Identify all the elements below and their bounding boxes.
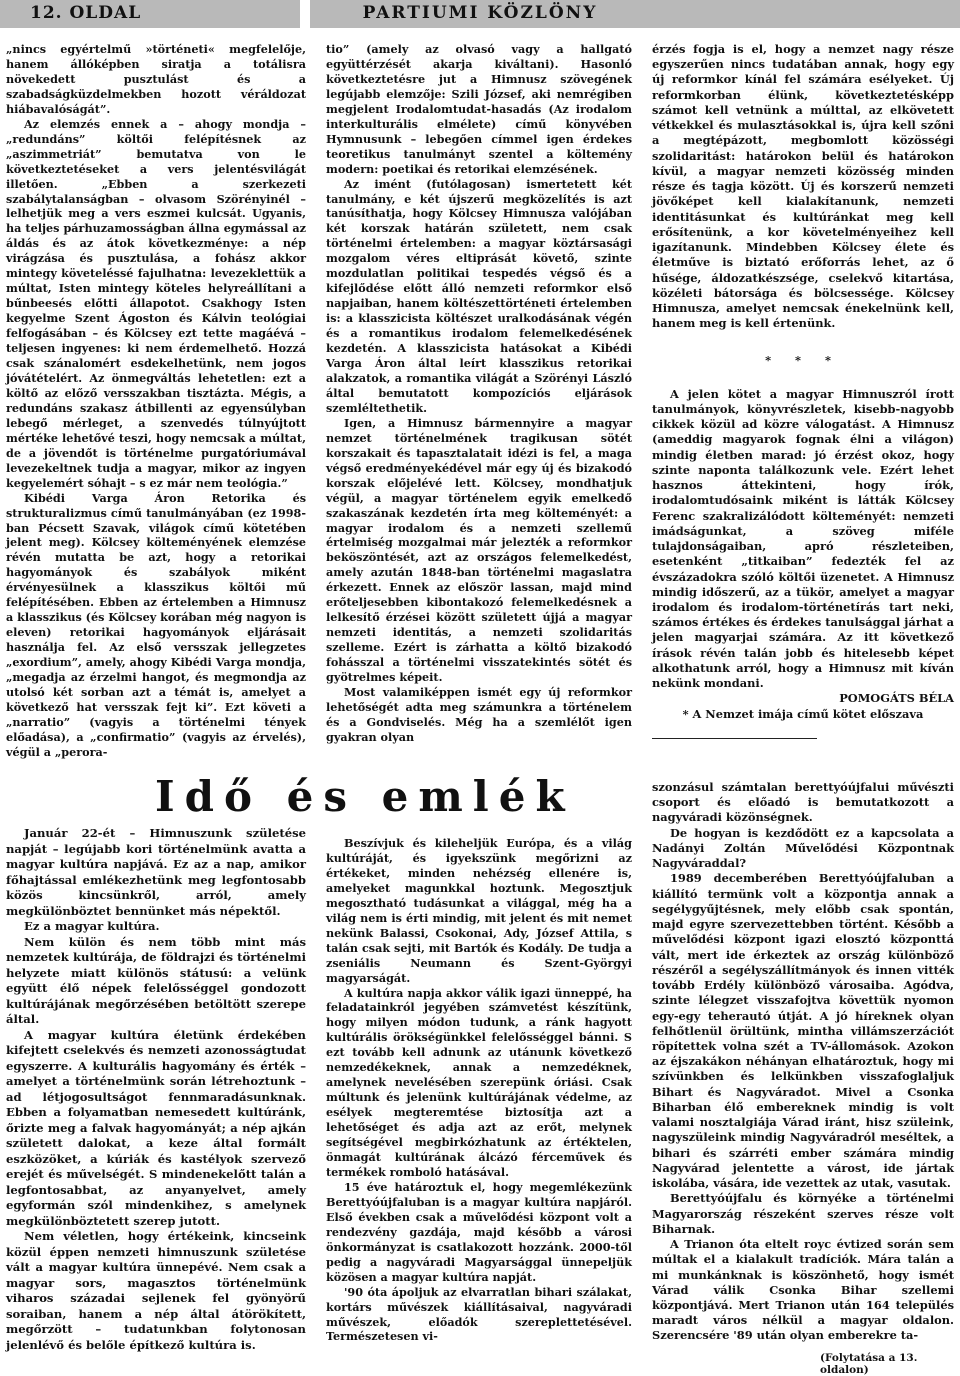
- column-divider-rule: [652, 738, 817, 739]
- bottom-article-column-3: [652, 780, 954, 1344]
- footnote: * A Nemzet imája című kötet előszava: [682, 706, 924, 721]
- page-number: 12. OLDAL: [30, 3, 142, 23]
- paragraph: Január 22-ét – Himnuszunk születése napját – legújabb kori történelmünk avatta a magyar kultúra napjává. Ez az a nap, amikor főhajtással emlékezhetünk meg legfontosabb közös kincsünkről, arról, amely megkülönböztet bennünket más népektől.: [6, 826, 306, 918]
- paragraph: 15 éve határoztuk el, hogy megemlékezünk Berettyóújfaluban is a magyar kultúra napjáról. Első években csak a művelődési központ volt a rendezvény gazdája, majd később a városi önkormányzat is csatlakozott hozzánk. 2000-től pedig a nagyváradi Magyarsággal ünnepeljük közösen a magyar kultúra napját.: [326, 1179, 632, 1284]
- paragraph: Az imént (futólagosan) ismertetett két tanulmány, e két újszerű megközelítés is azt tanúsíthatja, hogy Kölcsey Himnusza valójában két korszak határán született, nem csak történelmi értelemben: a magyar köztársasági mozgalom véres eltiprását követő, szinte mozdulatlan politikai tespedés végső és a kifejlődése előtt álló nemzeti reformkor első napjaiban, hanem költészettörténeti értelemben is: a klasszicista költészet uralkodásának végén és a romantikus irodalom felemelkedésének kezdetén. A klasszicista hatásokat a Kibédi Varga Áron által leírt klasszikus retorikai alakzatok, a romantika világát a Szörényi László által bemutatott kompozíciós eljárások szemléltethetik.: [326, 176, 632, 415]
- section-separator: * * *: [765, 353, 841, 368]
- top-article-column-2: [326, 42, 632, 745]
- paragraph: A kultúra napja akkor válik igazi ünneppé, ha feladatainkról jegyében számvetést készítünk, hogy milyen módon tudunk, a ránk hagyott kultúrális örökségünkkel felelősséggel bánni. S ezt tovább kell adnunk az utánunk következő nemzedékeknek, annak a nemzedéknek, amelynek nevelésében szerepünk óriási. Csak múltunk és jelenünk kultúrájának védelme, az esélyek megteremtése biztosítja azt a lehetőséget és adja azt az erőt, melynek segítségével megbirkózhatunk az értéktelen, önmagát kultúrának álcázó férceművek és termékek romboló hatásával.: [326, 985, 632, 1179]
- paragraph: 1989 decemberében Berettyóújfaluban a kiállító termünk volt a központja annak a segélygyűjtésnek, mely előbb csak spontán, majd egyre szervezettebben történt. Később a művelődési központ igazi elosztó központtá vált, mert ide érkeztek az ország különböző részéről a segélyszállítmányok és innen vitték tovább Erdély különböző városaiba. Agódva, szinte lélegzet visszafojtva követtük nyomon egy-egy teherautó útját. A jó híreknek olyan felhőtlenül örültünk, mintha villámszerzációt röpítettek volna szét a TV-állomások. Azokon az éjszakákon néhányan elhatároztuk, hogy mi szívünkben és lelkünkben visszafoglaljuk Bihart és Nagyváradot. Mivel a Csonka Biharban élő embereknek mindig is volt valami nosztalgiája Várad iránt, hisz szüleink, nagyszüleink mindig Nagyváradról meséltek, a bihari és szárréti ember számára mindig Nagyvárad jelentette a várost, ide jártak iskolába, vására, ide vezettek az utak, vasutak.: [652, 871, 954, 1191]
- top-article-column-3: [652, 42, 954, 722]
- journal-title: PARTIUMI KÖZLÖNY: [362, 3, 598, 23]
- paragraph: Nem külön és nem több mint más nemzetek kultúrája, de földrajzi és történelmi helyzete miatt különös státusú: a velünk együtt élő népek felelősséggel gondozott kultúrájának megőrzésében betöltött szerepe által.: [6, 934, 306, 1026]
- paragraph: Berettyóújfalu és környéke a történelmi Magyarország részeként szerves része volt Biharnak.: [652, 1191, 954, 1236]
- bottom-article-column-2: [326, 836, 632, 1344]
- paragraph: A Trianon óta eltelt royc évtized során sem múltak el a kialakult tradíciók. Mára talán a mi munkánknak is köszönhető, hogy ismét Várad válik Csonka Bihar szellemi központjává. Mert Trianon után 164 település maradt város nélkül a magyar oldalon. Szerencsére '89 után olyan emberekre ta-: [652, 1237, 954, 1343]
- paragraph: Ez a magyar kultúra.: [24, 919, 160, 933]
- paragraph: A magyar kultúra életünk érdekében kifejtett cselekvés és nemzeti azonosságtudat egyszerre. A kulturális hagyomány és érték – amelyet a történelmünk során létrehoztunk – ad létjogosultságot fennmaradásunknak. Ebben a folyamatban nemesedett kultúránk, őrizte meg a falvak hagyományát; a nép ajkán született dalokat, a keze által formált eszközöket, a kúriák és kastélyok szervező erejét és művelségét. S mindenekelőtt talán a legfontosabbat, az anyanyelvet, amely egyformán szól mindenkihez, s amelynek megkülönböztetett szerep jutott.: [6, 1027, 306, 1228]
- paragraph: A jelen kötet a magyar Himnuszról írott tanulmányok, könyvrészletek, kisebb-nagyobb cikkek közül ad közre válogatást. A Himnusz (ameddig magyarok fognak élni a világon) mindig életben marad: jó érzést okoz, hogy szinte naponta találkozunk vele. Ezért lehet hasznos áttekinteni, hogy írók, irodalomtudósaink miként is látták Kölcsey Ferenc szakralizálódott költeményét: nemzeti imádságunkat, a szöveg miféle tulajdonságaiban, apró részleteiben, esetenként „titkaiban” fedezték fel az évszázadokra szóló költői üzenetet. A Himnusz mindig időszerű, az a tükör, amelyet a magyar irodalom és irodalom-történetírás tart neki, számos értékes és érdekes tanulsággal járhat a jelen magyarjai számára. Az itt következő írások révén talán jobb és hitelesebb képet alkothatunk arról, hogy a Himnusz mit kíván nekünk mondani.: [652, 386, 954, 691]
- bottom-article-column-1: [6, 826, 306, 1353]
- article-title: Idő és emlék: [155, 772, 575, 821]
- author-signature: POMOGÁTS BÉLA: [839, 691, 954, 706]
- paragraph: De hogyan is kezdődött ez a kapcsolata a Nadányi Zoltán Művelődési Központnak Nagyváraddal?: [652, 825, 954, 871]
- paragraph: '90 óta ápoljuk az elvarratlan bihari szálakat, kortárs művészek kiállításaival, nagyváradi művészek, előadók szereplettetésével. Természetesen vi-: [326, 1284, 632, 1344]
- continuation-note: (Folytatása a 13. oldalon): [820, 1352, 918, 1376]
- paragraph: szonzásul számtalan berettyóújfalui művészti csoport és előadó is bemutatkozott a nagyváradi közönségnek.: [652, 780, 954, 825]
- paragraph: érzés fogja is el, hogy a nemzet nagy része egyszerűen nincs tudatában annak, hogy egy új reformkor kínál fel számára esélyeket. Új reformkorban élünk, következtetésképp számot kell vetnünk a múlttal, az elkövetett vétkekkel és mulasztásokkal is, újra kell szőni a megtépázott, megbomlott közösségi szolidaritást: határokon belül és határokon kívül, a magyar nemzeti közösség minden része és tagja között. Új és korszerű nemzeti jövőképet kell kialakítanunk, nemzeti identitásunkat és kultúránkat meg kell erősítenünk, a kor követelményeihez kell igazítanunk. Mindebben Kölcsey élete és életműve is biztató erőforrás lehet, az ő hűsége, áldozatkészsége, cselekvő kitartása, közéleti bátorsága és bölcsessége. Kölcsey Himnusza, amelyet nemcsak énekelnünk kell, hanem meg is kell értenünk.: [652, 42, 954, 331]
- paragraph: Beszívjuk és kileheljük Európa, és a világ kultúráját, és igyekszünk megőrizni az értékeket, minden nehézség ellenére is, amelyeket magunkkal hoztunk. Megosztjuk megosztható tudásunkat a világgal, még ha a világ nem is érti mindig, mit jelent és mit nemet nekünk Balassi, Csokonai, Ady, József Attila, s talán csak sejti, mit Bartók és Kodály. De tudja a zseniális Neumann és Szent-Györgyi magyarságát.: [326, 836, 632, 985]
- page-header: [0, 0, 960, 28]
- paragraph: Igen, a Himnusz bármennyire a magyar nemzet történelmének tragikusan sötét korszakait és tapasztalatait idézi is fel, a maga végső eredményekédével már egy új és bizakodó korszak előjelévé lett. Kölcsey, mondhatjuk végül, a magyar történelem egyik emelkedő szakaszának kezdetén írta meg költeményét: a magyar irodalom és a nemzeti szellemű értelmiség mozgalmai már jelezték a reformkor beköszöntését, azt az országos felemelkedést, amely azután 1848-ban történelmi magaslatra érkezett. Ennek az először lassan, majd mind erőteljesebben kibontakozó felemelkedésnek a lelkesítő érzései között született újjá a magyar nemzeti identitás, a nemzeti szolidaritás szelleme. Ezért is zárhatta a költő bizakodó fohásszal a történelmi visszatekintés sötét és gyötrelmes képeit.: [326, 415, 632, 685]
- paragraph: Kibédi Varga Áron Retorika és strukturalizmus című tanulmányában (ez 1998-ban Pécsett Szavak, világok című kötetében jelent meg). Kölcsey költeményének elemzése révén mutatta be azt, hogy a retorikai hagyományok és szabályok miként érvényesülnek a klasszikus költői mű felépítésében. Ebben az értelemben a Himnusz a klasszikus (és Kölcsey korában még nagyon is eleven) retorikai hagyományok eljárásait használja fel. Az első versszak jellegzetes „exordium”, amely, ahogy Kibédi Varga mondja, „megadja az érzelmi hangot, és megmondja az utolsó két sorban azt a témát is, amelyet a következő hat versszak fejt ki”. Ezt követi a „narratio” (vagyis a történelmi tények előadása), a „confirmatio” (vagyis az érvelés), végül a „perora-: [6, 490, 306, 759]
- paragraph: Az elemzés ennek a – ahogy mondja – „redundáns” költői felépítésnek az „aszimmetriát” bemutatva von le következtetéseket a vers jelentésvilágát illetően. „Ebben a szerkezeti szabálytalanságban – olvasom Szörényinél – lelhetjük meg a vers eszmei kulcsát. Ugyanis, ha teljes párhuzamosságban állna egymással az áldás és az átok következménye: a nép virágzása és pusztulása, a fohász akkor mintegy követeléssé fajulhatna: levezeklettük a múltat, Isten mintegy köteles helyreállítani a bűnbeesés előtti állapotot. Csakhogy Isten kegyelme Szent Ágoston és Kálvin teológiai felfogásában – és Kölcsey ezt tette magáévá – teljesen ingyenes: ki nem érdemelhető. Hozzá csak szánalomért esdekelhetünk, nem jogos jóvátételért. Az önmegváltás lehetetlen: ezt a költő az előző versszakban tisztázta. Mégis, a redundáns szakasz átbillenti az egyensúlyban lebegő mérleget, a szenvedés túlnyújtott mértéke lehetővé teszi, hogy nemcsak a múltat, de a jövendőt is történelme purgatóriumával levezekeltnek tudja a magyar, mikor az ingyen kegyelemért sóhajt – s ez már nem teológia.”: [6, 116, 306, 490]
- paragraph: Nem véletlen, hogy értékeink, kincseink közül éppen nemzeti himnuszunk születése vált a magyar kultúra ünnepévé. Nem csak a magyar sors, magasztos történelmünk viharos századai sejlenek fel gyönyörű soraiban, hanem a nép által átörökített, megőrzött – tudatunkban folytonosan jelenlévő és belőle építkező kultúra is.: [6, 1229, 306, 1352]
- paragraph: tio” (amely az olvasó vagy a hallgató együttérzését akarja kiváltani). Hasonló következtetésre jut a Himnusz szövegének legújabb elemzője: Szili József, aki nemrégiben megjelent Irodalomtudat-hasadás (Az irodalom interkulturális elmélete) című könyvében Hymnusunk – lebegően címmel igen érdekes teoretikus tanulmányt szentel a költemény modern: poetikai és retorikai elemzésének.: [326, 42, 632, 176]
- paragraph: Most valamiképpen ismét egy új reformkor lehetőségét adta meg számunkra a történelem és a Gondviselés. Még ha a szemlélőt igen gyakran olyan: [326, 684, 632, 744]
- top-article-column-1: [6, 42, 306, 760]
- paragraph: „nincs egyértelmű »történeti« megfelelője, hanem állóképben siratja a totálisra növekedett pusztulást és a szabadságküzdelmekben hozott véráldozat hiábavalóságát”.: [6, 42, 306, 116]
